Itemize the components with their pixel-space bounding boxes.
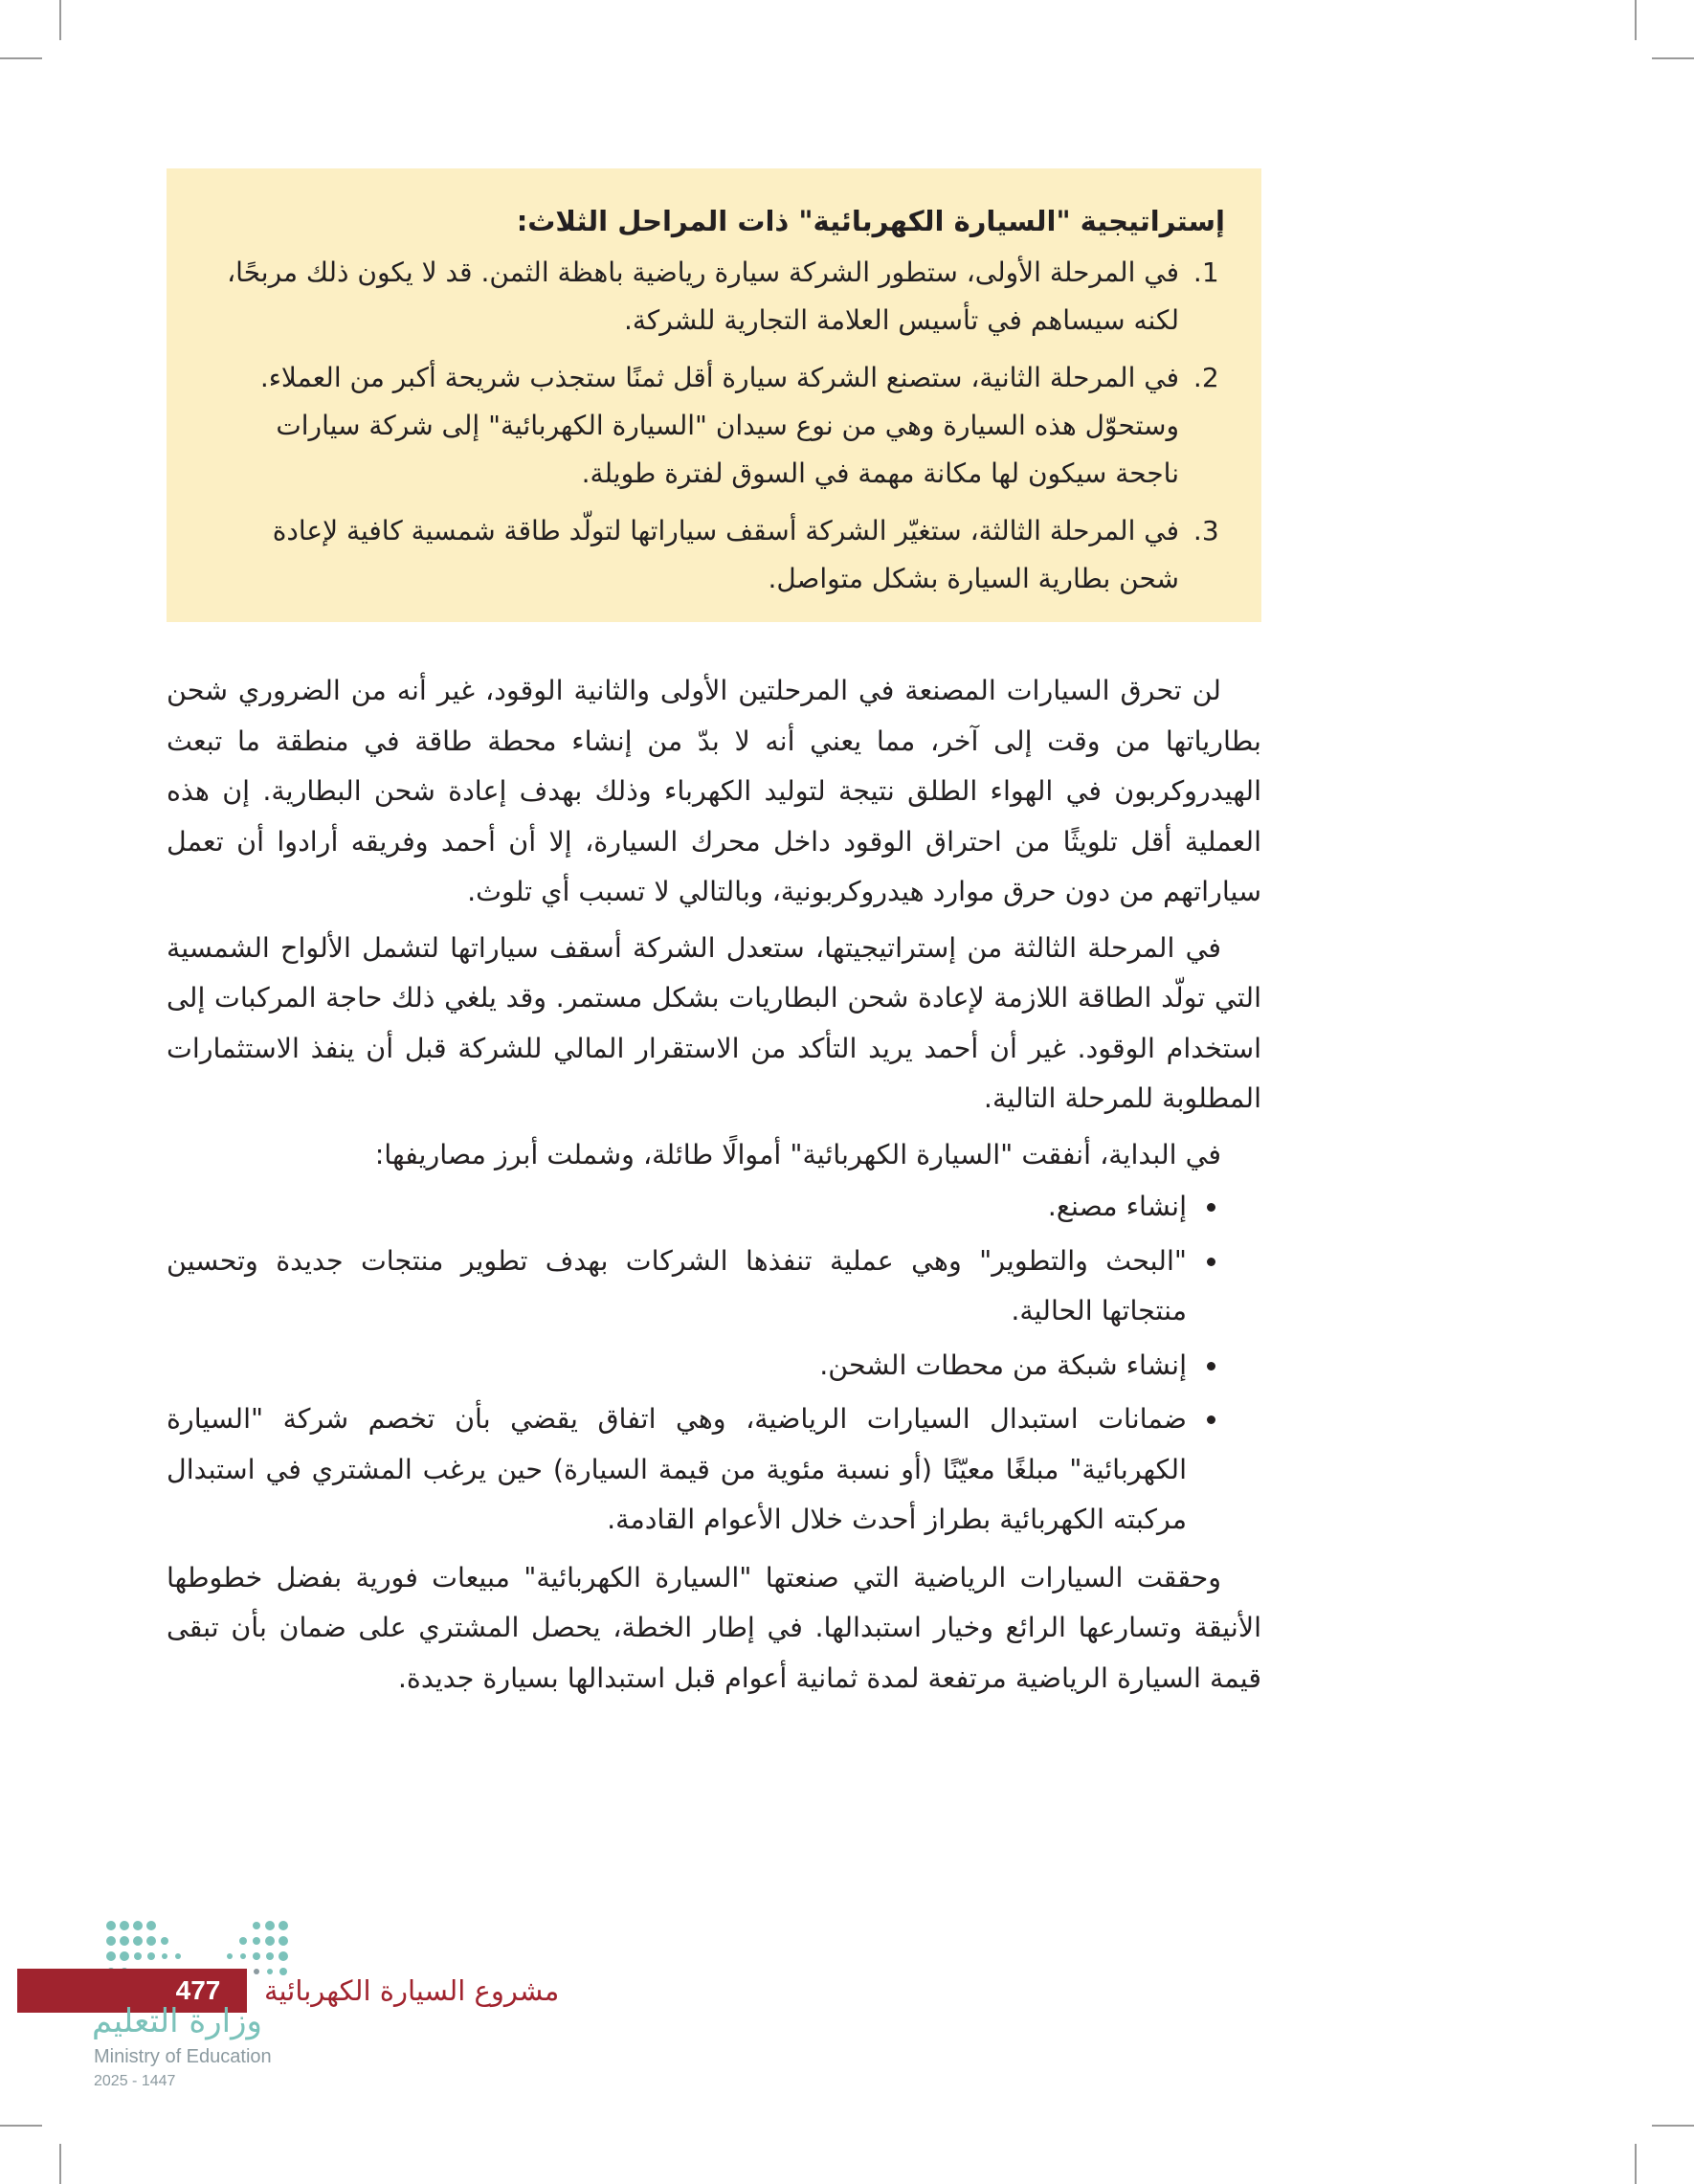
crop-mark	[1635, 0, 1637, 40]
expense-item: • "البحث والتطوير" وهي عملية تنفذها الشركات بهدف تطوير منتجات جديدة وتحسين منتجاتها الحالية.	[167, 1237, 1192, 1337]
stage-list	[205, 249, 1225, 603]
crop-mark	[59, 0, 61, 40]
paragraph: في المرحلة الثالثة من إستراتيجيتها، ستعدل الشركة أسقف سياراتها لتشمل الألواح الشمسية التي تولّد الطاقة اللازمة لإعادة شحن البطاريات بشكل مستمر. وقد يلغي ذلك حاجة المركبات إلى استخدام الوقود. غير أن أحمد يريد التأكد من الاستقرار المالي للشركة قبل أن ينفذ الاستثمارات المطلوبة للمرحلة التالية.	[167, 931, 1261, 1114]
paragraph: لن تحرق السيارات المصنعة في المرحلتين الأولى والثانية الوقود، غير أنه من الضروري شحن بطارياتها من وقت إلى آخر، مما يعني أنه لا بدّ من إنشاء محطة طاقة في منطقة ما تبعث الهيدروكربون في الهواء الطلق نتيجة لتوليد الكهرباء وذلك بهدف إعادة شحن البطارية. إن هذه العملية أقل تلويثًا من احتراق الوقود داخل محرك السيارة، إلا أن أحمد وفريقه أرادوا أن تعمل سياراتهم من دون حرق موارد هيدروكربونية، وبالتالي لا تسبب أي تلوث.	[167, 675, 1261, 907]
expense-item: • ضمانات استبدال السيارات الرياضية، وهي اتفاق يقضي بأن تخصم شركة "السيارة الكهربائية" مبلغًا معيّنًا (أو نسبة مئوية من قيمة السيارة) حين يرغب المشتري في استبدال مركبته الكهربائية بطراز أحدث خلال الأعوام القادمة.	[167, 1394, 1192, 1546]
ministry-name-arabic: وزارة التعليم	[92, 2002, 262, 2040]
stage-item: 3. في المرحلة الثالثة، ستغيّر الشركة أسقف سياراتها لتولّد طاقة شمسية كافية لإعادة شحن بطارية السيارة بشكل متواصل.	[205, 507, 1185, 603]
crop-mark	[0, 2125, 42, 2127]
expense-item: • إنشاء مصنع.	[167, 1182, 1192, 1233]
crop-mark	[1652, 2125, 1694, 2127]
expenses-list	[167, 1182, 1261, 1546]
paragraph: وحققت السيارات الرياضية التي صنعتها "السيارة الكهربائية" مبيعات فورية بفضل خطوطها الأنيقة وتسارعها الرائع وخيار استبدالها. في إطار الخطة، يحصل المشتري على ضمان بأن تبقى قيمة السيارة الرياضية مرتفعة لمدة ثمانية أعوام قبل استبدالها بسيارة جديدة.	[167, 1561, 1261, 1694]
expenses-intro: في البداية، أنفقت "السيارة الكهربائية" أموالًا طائلة، وشملت أبرز مصاريفها:	[374, 1138, 1221, 1170]
crop-mark	[1652, 57, 1694, 59]
expense-item: • إنشاء شبكة من محطات الشحن.	[167, 1341, 1192, 1392]
stage-item: 2. في المرحلة الثانية، ستصنع الشركة سيارة أقل ثمنًا ستجذب شريحة أكبر من العملاء. وستحوّل هذه السيارة وهي من نوع سيدان "السيارة الكهربائية" إلى شركة سيارات ناجحة سيكون لها مكانة مهمة في السوق لفترة طويلة.	[205, 354, 1185, 498]
stage-item: 1. في المرحلة الأولى، ستطور الشركة سيارة رياضية باهظة الثمن. قد لا يكون ذلك مربحًا، لكنه سيساهم في تأسيس العلامة التجارية للشركة.	[205, 249, 1185, 345]
strategy-box-title: إستراتيجية "السيارة الكهربائية" ذات المراحل الثلاث:	[516, 205, 1225, 237]
crop-mark	[59, 2144, 61, 2184]
page-number: 477	[175, 1975, 221, 2005]
ministry-name-english: Ministry of Education	[94, 2046, 272, 2067]
crop-mark	[0, 57, 42, 59]
edition-year: 2025 - 1447	[94, 2073, 176, 2089]
crop-mark	[1635, 2144, 1637, 2184]
footer-title: مشروع السيارة الكهربائية	[264, 1974, 560, 2007]
strategy-box	[167, 168, 1261, 622]
body-text	[167, 666, 1261, 1709]
